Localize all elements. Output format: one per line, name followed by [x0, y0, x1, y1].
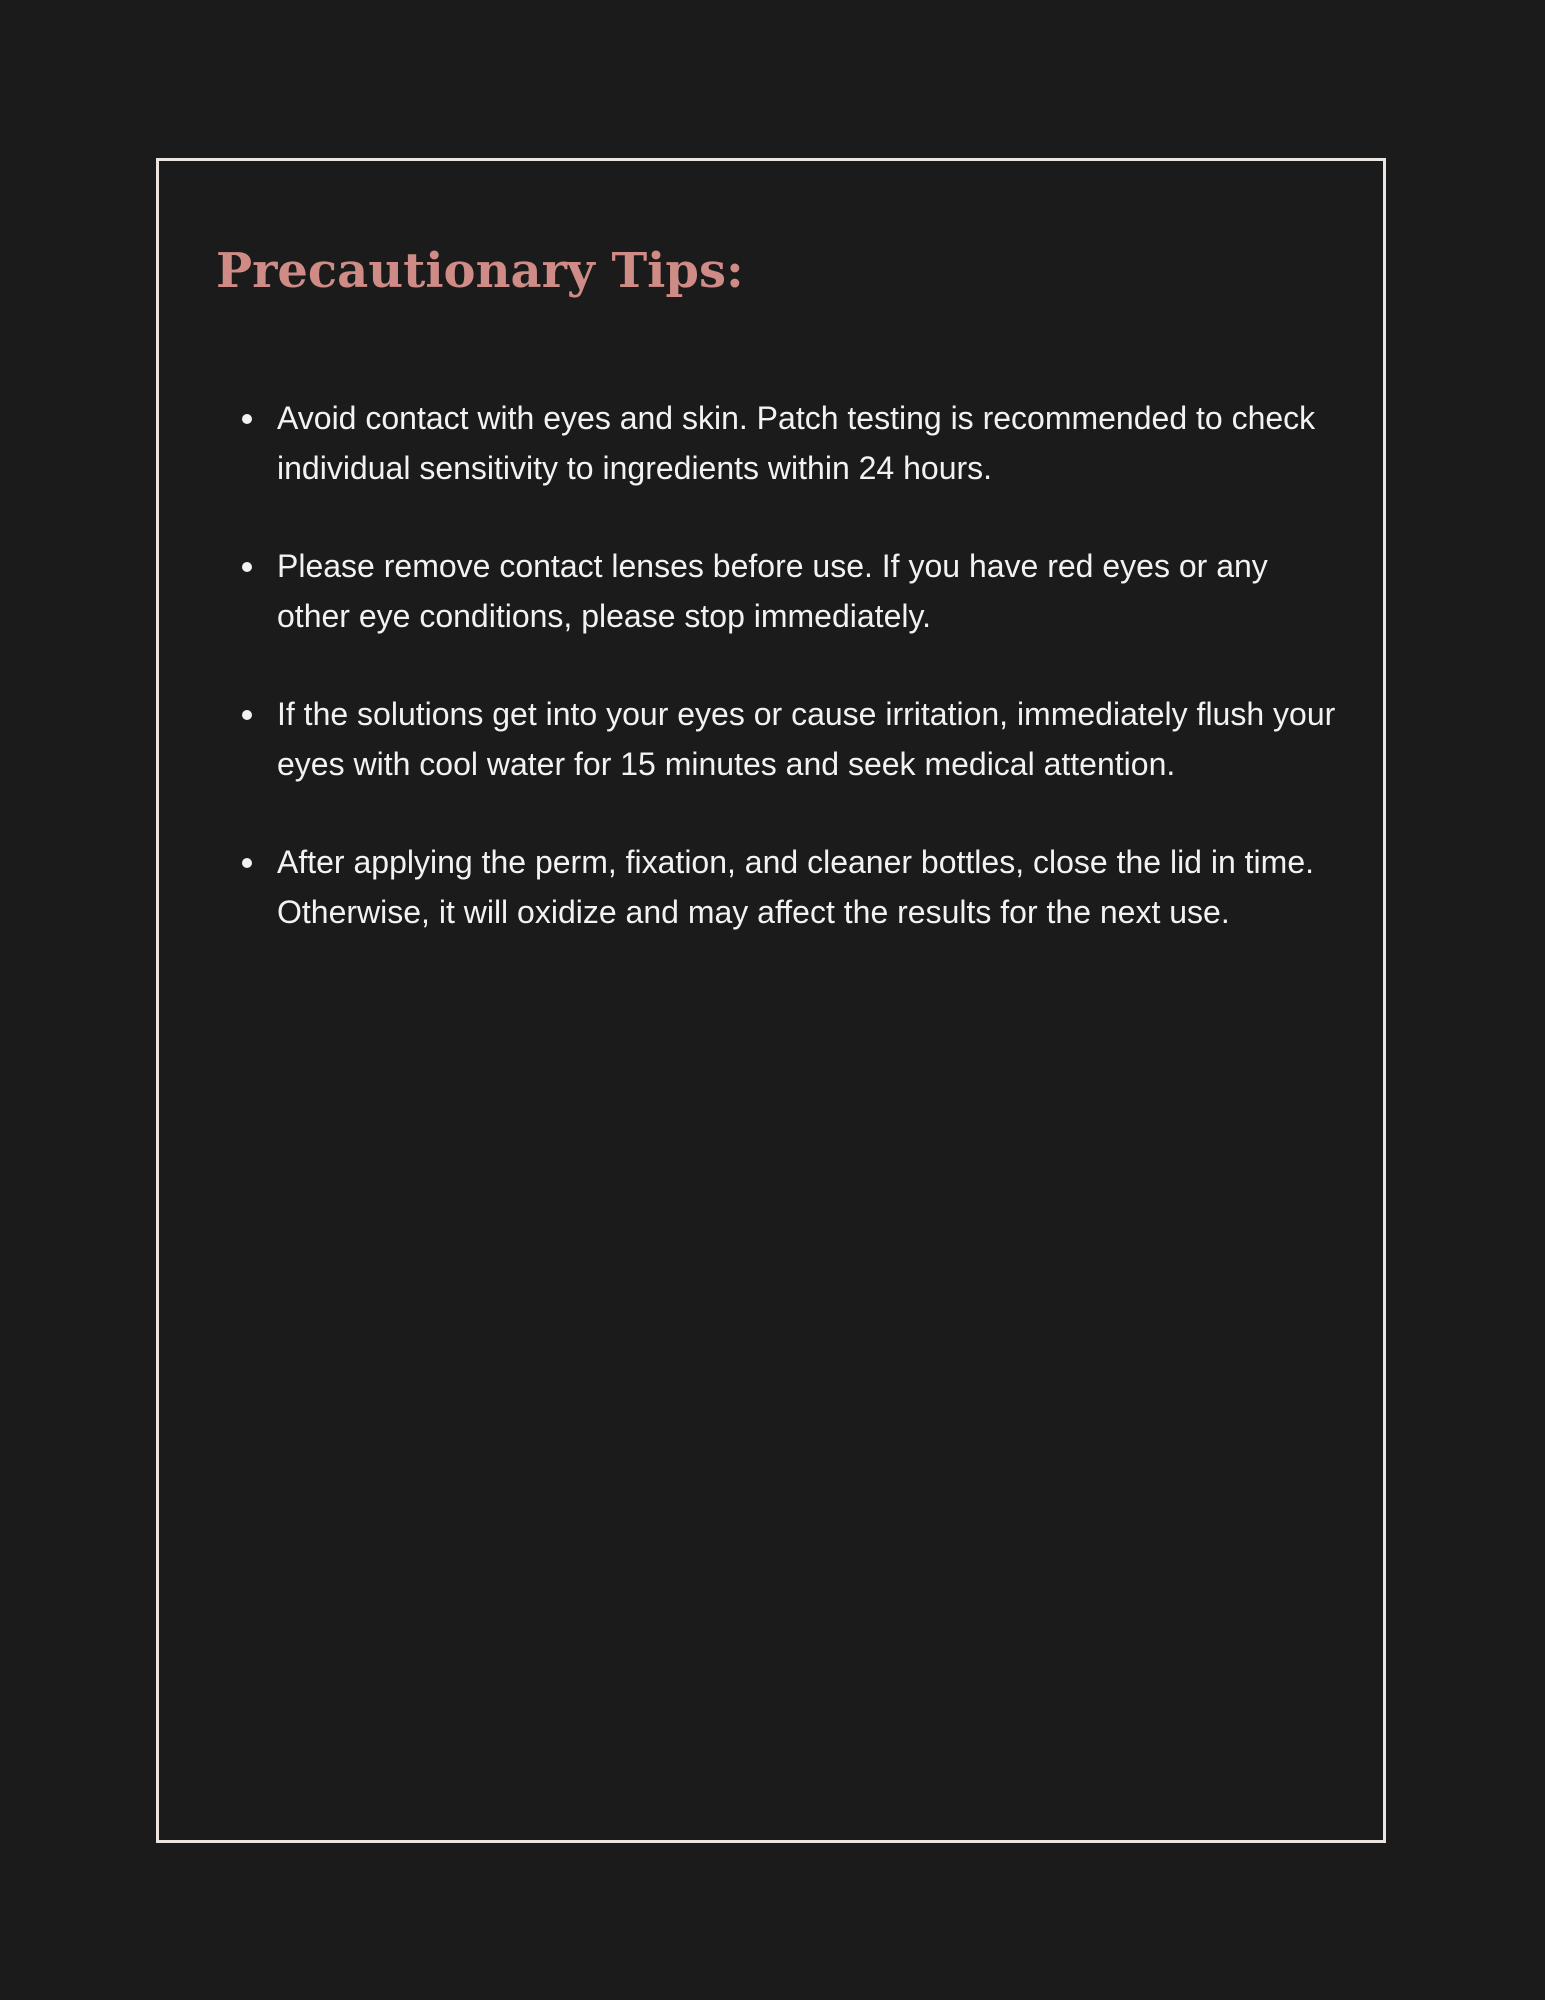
- list-item: [277, 393, 1337, 493]
- bullet-icon: [242, 710, 252, 720]
- tip-text: If the solutions get into your eyes or cause irritation, immediately flush your eyes with cool water for 15 minutes and seek medical attention.: [277, 696, 1336, 782]
- list-item: [277, 689, 1337, 789]
- tips-list: [277, 393, 1337, 985]
- bullet-icon: [242, 858, 252, 868]
- tip-text: Please remove contact lenses before use. If you have red eyes or any other eye conditions, please stop immediately.: [277, 548, 1268, 634]
- bullet-icon: [242, 562, 252, 572]
- list-item: [277, 837, 1337, 937]
- page-title: Precautionary Tips:: [216, 243, 744, 299]
- bullet-icon: [242, 414, 252, 424]
- list-item: [277, 541, 1337, 641]
- tip-text: After applying the perm, fixation, and cleaner bottles, close the lid in time. Otherwise, it will oxidize and may affect the results for the next use.: [277, 844, 1314, 930]
- content-frame: [156, 158, 1386, 1843]
- tip-text: Avoid contact with eyes and skin. Patch testing is recommended to check individual sensitivity to ingredients within 24 hours.: [277, 400, 1316, 486]
